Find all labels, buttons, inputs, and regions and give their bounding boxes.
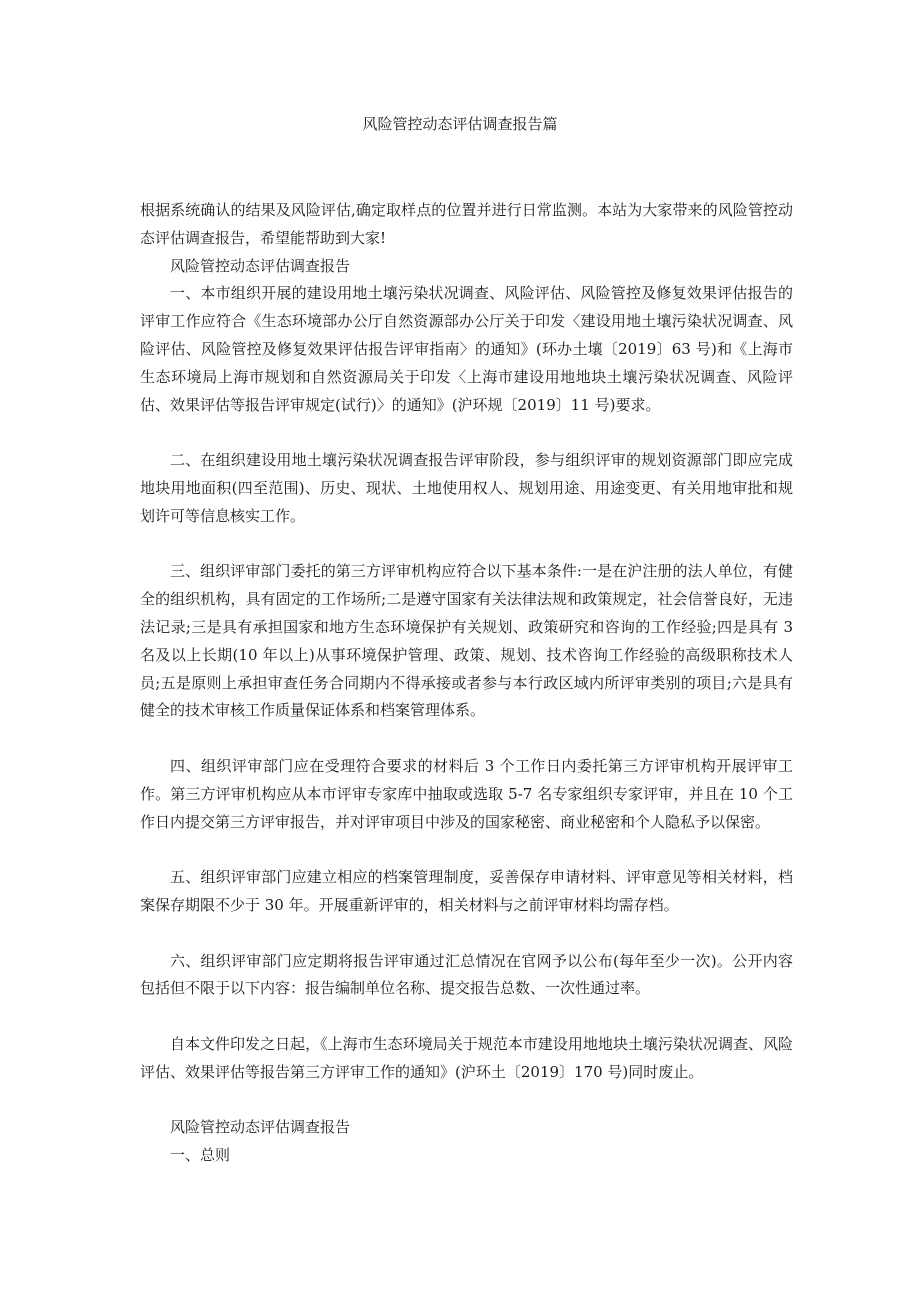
clause-paragraph-1: 一、本市组织开展的建设用地土壤污染状况调查、风险评估、风险管控及修复效果评估报告的评审工作应符合《生态环境部办公厅自然资源部办公厅关于印发〈建设用地土壤污染状况调查、风险评估、风险管控及修复效果评估报告评审指南〉的通知》(环办土壤〔2019〕63 号)和《上海市生态环境局上海市规划和自然资源局关于印发〈上海市建设用地地块土壤污染状况调查、风险评估、效果评估等报告评审规定(试行)〉的通知》(沪环规〔2019〕11 号)要求。	[140, 284, 793, 414]
document-body	[140, 197, 793, 1170]
document-title: 风险管控动态评估调查报告篇	[362, 115, 558, 133]
clause-paragraph-3: 三、组织评审部门委托的第三方评审机构应符合以下基本条件:一是在沪注册的法人单位，有健全的组织机构，具有固定的工作场所;二是遵守国家有关法律法规和政策规定，社会信誉良好，无违法记录;三是具有承担国家和地方生态环境保护有关规划、政策研究和咨询的工作经验;四是具有 3 名及以上长期(10 年以上)从事环境保护管理、政策、规划、技术咨询工作经验的高级职称技术人员;五是原则上承担审查任务合同期内不得承接或者参与本行政区域内所评审类别的项目;六是具有健全的技术审核工作质量保证体系和档案管理体系。	[140, 562, 793, 720]
clause-paragraph-4: 四、组织评审部门应在受理符合要求的材料后 3 个工作日内委托第三方评审机构开展评审工作。第三方评审机构应从本市评审专家库中抽取或选取 5-7 名专家组织专家评审，并且在 10 个工作日内提交第三方评审报告，并对评审项目中涉及的国家秘密、商业秘密和个人隐私予以保密。	[140, 756, 793, 831]
clause-paragraph-5: 五、组织评审部门应建立相应的档案管理制度，妥善保存申请材料、评审意见等相关材料，档案保存期限不少于 30 年。开展重新评审的，相关材料与之前评审材料均需存档。	[140, 868, 793, 914]
clause-paragraph-6: 六、组织评审部门应定期将报告评审通过汇总情况在官网予以公布(每年至少一次)。公开内容包括但不限于以下内容：报告编制单位名称、提交报告总数、一次性通过率。	[140, 951, 793, 998]
subsection-heading: 一、总则	[170, 1146, 231, 1165]
intro-paragraph: 根据系统确认的结果及风险评估,确定取样点的位置并进行日常监测。本站为大家带来的风险管控动态评估调查报告，希望能帮助到大家!	[140, 201, 793, 247]
section-heading-2: 风险管控动态评估调查报告	[170, 1118, 351, 1137]
section-heading: 风险管控动态评估调查报告	[170, 256, 351, 275]
clause-paragraph-2: 二、在组织建设用地土壤污染状况调查报告评审阶段，参与组织评审的规划资源部门即应完成地块用地面积(四至范围)、历史、现状、土地使用权人、规划用途、用途变更、有关用地审批和规划许可等信息核实工作。	[140, 451, 793, 525]
clause-paragraph-7: 自本文件印发之日起，《上海市生态环境局关于规范本市建设用地地块土壤污染状况调查、风险评估、效果评估等报告第三方评审工作的通知》(沪环土〔2019〕170 号)同时废止。	[140, 1034, 793, 1081]
